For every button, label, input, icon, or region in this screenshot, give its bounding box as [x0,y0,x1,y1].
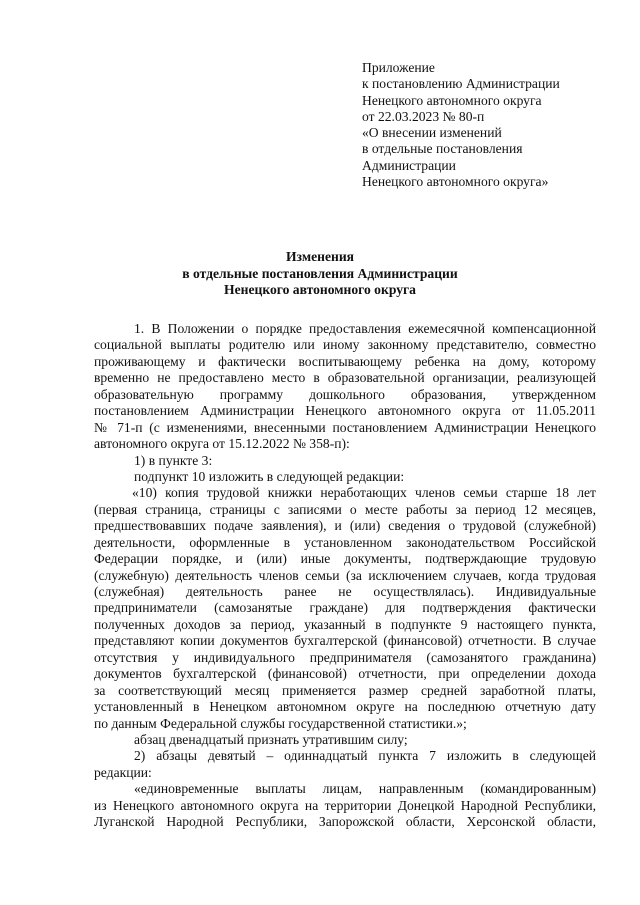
body-line: 1. В Положении о порядке предоставления ежемесячной компенсационной [134,321,596,336]
body-line: образовательную программу дошкольного образования, утвержденном [94,386,596,402]
appendix-header [362,60,612,190]
title-line: Изменения [285,249,355,264]
body-line: установленный в Ненецком автономном округе на последнюю отчетную дату [94,699,596,715]
body-line: «10) копия трудовой книжки неработающих членов семьи старше 18 лет [132,485,596,501]
body-line: абзац двенадцатый признать утратившим силу; [134,731,408,747]
body-line: № 71-п (с изменениями, внесенными постановлением Администрации Ненецкого [94,419,596,435]
appendix-line: от 22.03.2023 № 80-п [362,108,485,124]
body-line: «единовременные выплаты лицам, направленным (командированным) [134,781,596,797]
body-line: постановлением Администрации Ненецкого автономного округа от 11.05.2011 [94,403,596,419]
title-line: в отдельные постановления Администрации [182,265,458,281]
body-line: редакции: [94,764,152,780]
appendix-line: Приложение [362,60,435,75]
body-line: по данным Федеральной службы государственной статистики.»; [94,715,467,731]
document-body [94,321,596,831]
body-line: Луганской Народной Республики, Запорожской области, Херсонской области, [94,814,596,830]
document-title [0,249,640,299]
body-line: временно не предоставлено место в образовательной организации, реализующей [94,370,596,386]
body-line: отсутствия у индивидуального предпринимателя (самозанятого гражданина) [94,649,596,665]
body-line: подпункт 10 изложить в следующей редакции: [134,468,405,484]
appendix-line: Ненецкого автономного округа [362,92,542,108]
body-line: представляют копии документов бухгалтерской (финансовой) отчетности. В случае [94,633,596,649]
body-line: социальной выплаты родителю или иному законному представителю, совместно [94,337,596,353]
appendix-line: «О внесении изменений [362,125,502,141]
body-line: проживающему и фактически воспитывающему ребенка на дому, которому [94,353,596,369]
title-line: Ненецкого автономного округа [224,282,416,297]
body-line: предприниматели (самозанятые граждане) для подтверждения фактически [94,600,596,616]
body-line: 2) абзацы девятый – одиннадцатый пункта 7 изложить в следующей [134,748,596,764]
appendix-line: Ненецкого автономного округа» [362,174,549,190]
body-line: полученных доходов за период, указанный в подпункте 9 настоящего пункта, [94,616,596,632]
body-line: 1) в пункте 3: [134,452,213,468]
appendix-line: к постановлению Администрации [362,76,560,92]
body-line: (первая страница, страницы с записями о месте работы за период 12 месяцев, [94,501,596,517]
body-line: документов бухгалтерской (финансовой) отчетности, при определении дохода [94,666,596,682]
body-line: (служебную) деятельность членов семьи (за исключением случаев, когда трудовая [94,567,596,583]
body-line: за соответствующий месяц применяется размер средней заработной платы, [94,682,596,698]
body-line: из Ненецкого автономного округа на территории Донецкой Народной Республики, [94,797,596,813]
body-line: Федерации порядке, и (или) иные документы, подтверждающие трудовую [94,551,596,567]
body-line: (служебная) деятельность ранее не осуществлялась). Индивидуальные [94,584,596,599]
appendix-line: Администрации [362,157,456,173]
body-line: автономного округа от 15.12.2022 № 358-п): [94,436,350,452]
appendix-line: в отдельные постановления [362,141,523,157]
body-line: предшествовавших подаче заявления), и (или) сведения о трудовой (служебной) [94,518,596,534]
body-line: деятельности, оформленные в установленном законодательством Российской [94,534,596,550]
